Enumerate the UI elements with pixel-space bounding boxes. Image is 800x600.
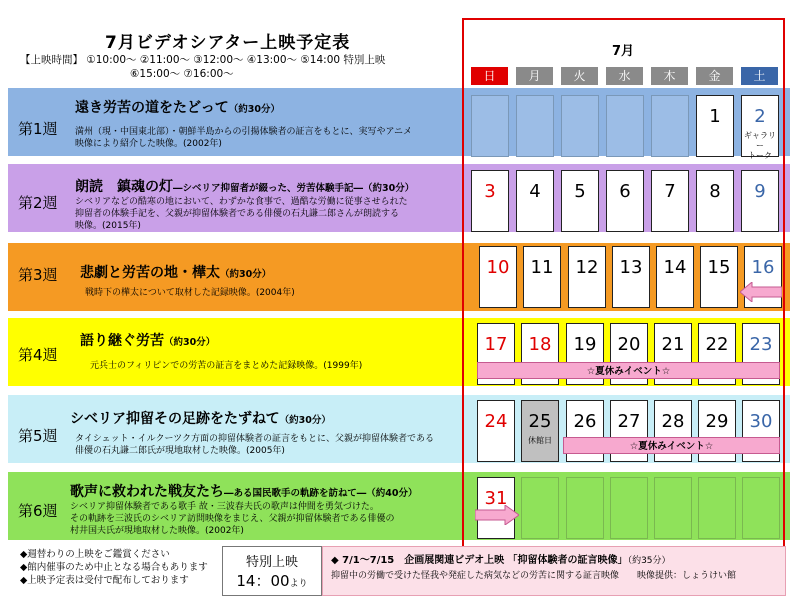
calendar-day-10: 10 (479, 246, 517, 308)
weekday-mon: 月 (516, 67, 553, 85)
calendar-day-5: 5 (561, 170, 599, 232)
weekday-tue: 火 (561, 67, 598, 85)
summer-event-bar-week-5: ☆夏休みイベント☆ (563, 437, 780, 454)
calendar-day-empty (521, 477, 559, 539)
calendar-day-13: 13 (612, 246, 650, 308)
calendar-day-empty (516, 95, 554, 157)
calendar-day-16: 16 (744, 246, 782, 308)
notes-list (20, 548, 208, 587)
calendar-day-empty (561, 95, 599, 157)
calendar-day-21: 21 (654, 323, 692, 385)
calendar-day-8: 8 (696, 170, 734, 232)
week-2-title: 朗読 鎮魂の灯―シベリア抑留者が綴った、労苦体験手記―（約30分） (75, 179, 415, 195)
calendar-day-22: 22 (698, 323, 736, 385)
left-arrow-icon (740, 282, 782, 302)
week-6-label: 第6週 (18, 502, 58, 520)
calendar-day-empty (610, 477, 648, 539)
right-arrow-icon (475, 505, 519, 525)
week-5-title: シベリア抑留その足跡をたずねて（約30分） (70, 411, 331, 427)
calendar-day-18: 18 (521, 323, 559, 385)
weekday-sun: 日 (471, 67, 508, 85)
calendar-day-12: 12 (568, 246, 606, 308)
closed-day-note: 休館日 (528, 436, 552, 445)
exhibition-video-box (322, 546, 786, 596)
calendar-day-19: 19 (566, 323, 604, 385)
calendar-day-30: 30 (742, 400, 780, 462)
calendar-day-31: 31 (477, 477, 515, 539)
calendar-day-17: 17 (477, 323, 515, 385)
week-1-description: 満州（現・中国東北部）・朝鮮半島からの引揚体験者の証言をもとに、実写やアニメ 映像により紹介した映像。(2002年) (75, 127, 413, 149)
exhibition-line-1: ◆ 7/1～7/15 企画展関連ビデオ上映 「抑留体験者の証言映像」（約35分） (331, 555, 671, 566)
exhibition-line-2: 抑留中の労働で受けた怪我や発症した病気などの労苦に関する証言映像 映像提供：しょうけい館 (331, 571, 737, 581)
calendar-day-14: 14 (656, 246, 694, 308)
note-item: ◆館内催事のため中止となる場合もあります (20, 562, 208, 573)
weekday-thu: 木 (651, 67, 688, 85)
calendar-day-27: 27 (610, 400, 648, 462)
gallery-talk-note: ギャラリー トーク (744, 131, 776, 160)
calendar-day-empty (566, 477, 604, 539)
week-5-description: タイシェット・イルクーツク方面の抑留体験者の証言をもとに、父親が抑留体験者である 俳優の石丸謙二郎氏が現地取材した映像。(2005年) (75, 434, 435, 456)
calendar-day-3: 3 (471, 170, 509, 232)
calendar-day-empty (651, 95, 689, 157)
week-4-label: 第4週 (18, 346, 58, 364)
calendar-day-empty (742, 477, 780, 539)
week-3-label: 第3週 (18, 266, 58, 284)
calendar-day-2: 2 ギャラリー トーク (741, 95, 779, 157)
page-title: 7月ビデオシアター上映予定表 (105, 33, 351, 53)
calendar-day-11: 11 (523, 246, 561, 308)
weekday-fri: 金 (696, 67, 733, 85)
calendar-day-15: 15 (700, 246, 738, 308)
calendar-day-7: 7 (651, 170, 689, 232)
calendar-day-empty (471, 95, 509, 157)
times-line-2: ⑥15:00～ ⑦16:00～ (130, 68, 234, 80)
calendar-day-28: 28 (654, 400, 692, 462)
calendar-day-4: 4 (516, 170, 554, 232)
calendar-day-empty (654, 477, 692, 539)
special-screening-label: 特別上映 (245, 555, 298, 570)
screening-times (20, 53, 385, 81)
calendar-day-29: 29 (698, 400, 736, 462)
calendar-day-empty (606, 95, 644, 157)
week-3-description: 戦時下の樺太について取材した記録映像。(2004年) (85, 288, 295, 298)
calendar-month: 7月 (612, 44, 635, 59)
week-3-title: 悲劇と労苦の地・樺太（約30分） (80, 265, 272, 281)
calendar-day-24: 24 (477, 400, 515, 462)
week-6-description: シベリア抑留体験者である歌手 故・三波春夫氏の歌声は仲間を勇気づけた。 その軌跡を三波氏のシベリア訪問映像をまじえ、父親が抑留体験者である俳優の 村井国夫氏が現地取材した映像。(2002年) (70, 502, 395, 536)
special-screening-time: 14：00より (236, 572, 308, 590)
note-item: ◆週替わりの上映をご鑑賞ください (20, 549, 170, 560)
calendar-day-empty (698, 477, 736, 539)
week-1-title: 遠き労苦の道をたどって（約30分） (75, 100, 280, 116)
week-5-label: 第5週 (18, 427, 58, 445)
times-line-1: 【上映時間】 ①10:00～ ②11:00～ ③12:00～ ④13:00～ ⑤14:00 特別上映 (20, 54, 386, 66)
week-1-label: 第1週 (18, 120, 58, 138)
calendar-day-6: 6 (606, 170, 644, 232)
week-2-description: シベリアなどの酷寒の地において、わずかな食事で、過酷な労働に従事させられた 抑留者の体験手記を、父親が抑留体験者である俳優の石丸謙二郎さんが朗読する 映像。(2015年) (75, 197, 408, 231)
calendar-day-20: 20 (610, 323, 648, 385)
week-6-title: 歌声に救われた戦友たち―ある国民歌手の軌跡を訪ねて―（約40分） (70, 484, 418, 500)
special-screening-box (222, 546, 322, 596)
week-4-title: 語り継ぐ労苦（約30分） (80, 333, 216, 349)
calendar-day-26: 26 (566, 400, 604, 462)
week-2-label: 第2週 (18, 194, 58, 212)
calendar-day-9: 9 (741, 170, 779, 232)
summer-event-bar-week-4: ☆夏休みイベント☆ (477, 362, 780, 379)
calendar-day-25: 25 休館日 (521, 400, 559, 462)
weekday-wed: 水 (606, 67, 643, 85)
calendar-day-23: 23 (742, 323, 780, 385)
weekday-sat: 土 (741, 67, 778, 85)
week-4-description: 元兵士のフィリピンでの労苦の証言をまとめた記録映像。(1999年) (90, 361, 363, 371)
calendar-day-1: 1 (696, 95, 734, 157)
note-item: ◆上映予定表は受付で配布しております (20, 575, 189, 586)
